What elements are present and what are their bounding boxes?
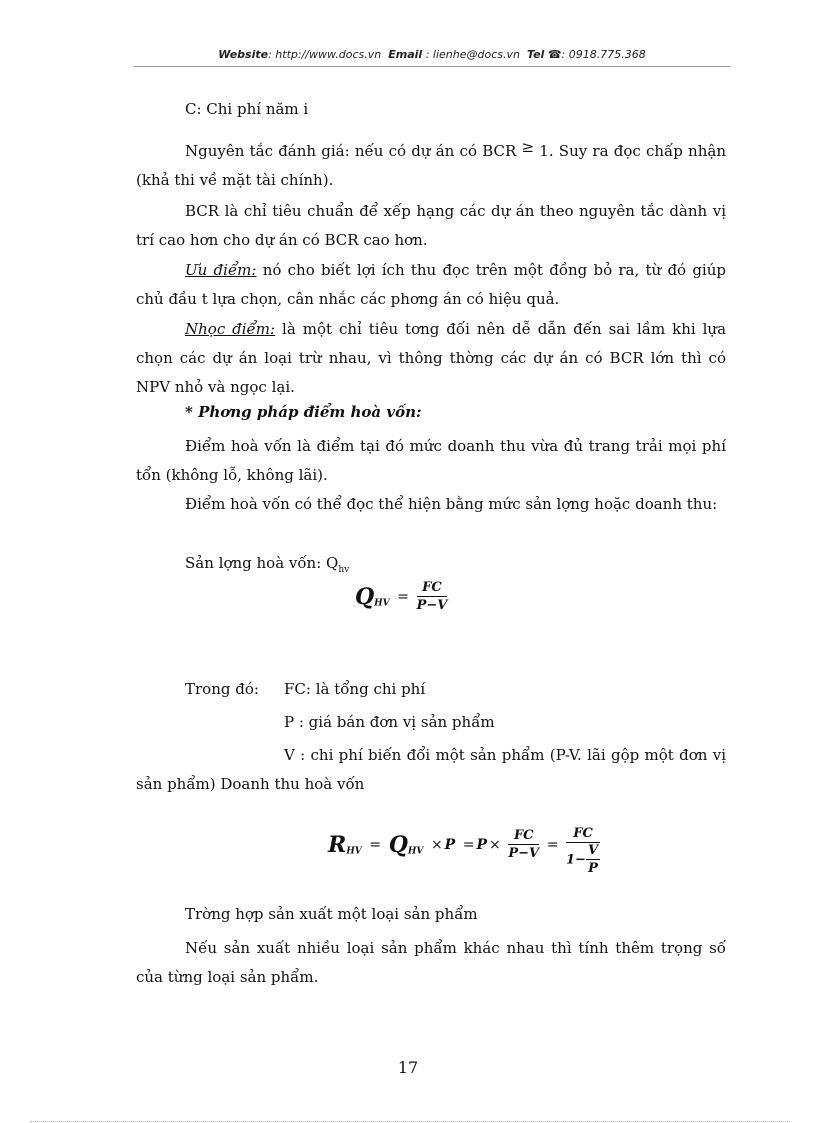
website-label: Website xyxy=(218,48,269,61)
paragraph-breakeven-qty: Sản lợng hoà vốn: $Q_{hv}$ xyxy=(185,554,350,575)
website-url: : http://www.docs.vn xyxy=(268,48,382,61)
paragraph-ci: C: Chi phí năm i xyxy=(185,100,309,118)
tel-label: Tel xyxy=(526,48,545,61)
paragraph-breakeven-expr: Điểm hoà vốn có thể đọc thể hiện bằng mức sản lợng hoặc doanh thu: xyxy=(185,495,718,513)
page-number: 17 xyxy=(397,1058,419,1077)
paragraph-single-product: Trờng hợp sản xuất một loại sản phẩm xyxy=(185,905,478,923)
formula-breakeven-revenue: $R_{HV} = Q_{HV} \times P = P$ × $\frac{FC}{P-V}$ = FC 1− $\frac{V}{P}$ xyxy=(328,826,599,876)
disadvantage-label: Nhọc điểm: xyxy=(185,320,276,338)
paragraph-disadvantage: Nhọc điểm: là một chỉ tiêu tơng đối nên dễ dẫn đến sai lầm khi lựa chọn các dự án loại trừ nhau, vì thông thờng các dự án có BCR lớn thì có NPV nhỏ và ngọc lại. xyxy=(136,320,727,396)
definition-fc: FC: là tổng chi phí xyxy=(284,680,426,698)
definition-p: P : giá bán đơn vị sản phẩm xyxy=(284,713,495,731)
formula-breakeven-quantity: $Q_{HV}$ = $\frac{FC}{P-V}$ xyxy=(355,580,448,613)
tel-number: : 0918.775.368 xyxy=(561,48,646,61)
email-label: Email xyxy=(388,48,423,61)
definition-v: V : chi phí biến đổi một sản phẩm (P-V. lãi gộp một đơn vị sản phẩm) Doanh thu hoà vốn xyxy=(136,746,726,793)
paragraph-multi-product: Nếu sản xuất nhiều loại sản phẩm khác nhau thì tính thêm trọng số của từng loại sản phẩm. xyxy=(136,939,726,986)
email-address: : lienhe@docs.vn xyxy=(425,48,520,61)
paragraph-advantage: Ưu điểm: nó cho biết lợi ích thu đọc trên một đồng bỏ ra, từ đó giúp chủ đầu t lựa chọn, cân nhắc các phơng án có hiệu quả. xyxy=(136,261,726,308)
paragraph-principle: Nguyên tắc đánh giá: nếu có dự án có BCR ≥ 1. Suy ra đọc chấp nhận (khả thi về mặt tài chính). xyxy=(136,138,726,189)
paragraph-bcr: BCR là chỉ tiêu chuẩn để xếp hạng các dự án theo nguyên tắc dành vị trí cao hơn cho dự án có BCR cao hơn. xyxy=(136,202,726,249)
label-where: Trong đó: xyxy=(185,680,259,698)
page-bottom-border xyxy=(30,1121,790,1122)
header-divider xyxy=(134,66,730,67)
page-header xyxy=(134,48,730,61)
advantage-label: Ưu điểm: xyxy=(185,261,257,279)
section-heading-breakeven: * Phơng pháp điểm hoà vốn: xyxy=(185,403,422,421)
phone-icon: ☎ xyxy=(547,48,562,61)
paragraph-breakeven-def: Điểm hoà vốn là điểm tại đó mức doanh thu vừa đủ trang trải mọi phí tổn (không lỗ, không lãi). xyxy=(136,437,726,484)
